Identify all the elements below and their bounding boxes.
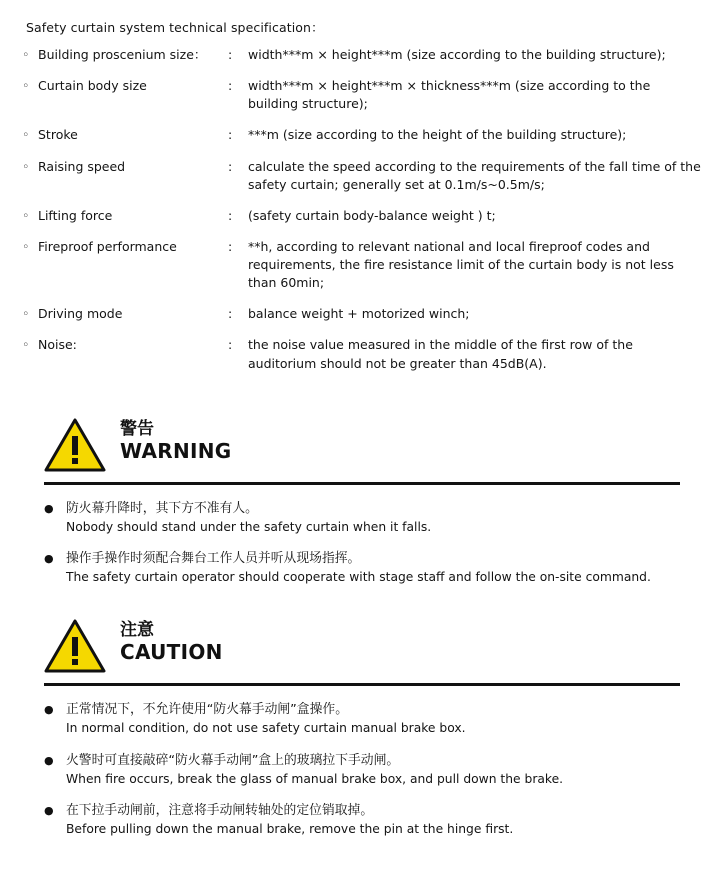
warning-label-cn: 警告 [120, 418, 154, 439]
caution-section [22, 619, 702, 839]
spec-desc: the noise value measured in the middle of the first row of the auditorium should not be greater than 45dB(A). [248, 337, 633, 371]
list-item [22, 751, 702, 789]
spec-term: Raising speed [38, 158, 126, 174]
spec-term: Curtain body size [38, 78, 147, 94]
warning-item-en: Nobody should stand under the safety curtain when it falls. [66, 519, 432, 534]
spec-term: Driving mode [38, 306, 123, 322]
caution-item-text [66, 700, 466, 738]
caution-item-cn: 正常情况下，不允许使用“防火幕手动闸”盒操作。 [66, 701, 348, 717]
list-item [22, 700, 702, 738]
spec-desc: balance weight + motorized winch; [248, 306, 470, 322]
table-row [22, 158, 702, 207]
spec-bullet: ◦ [22, 337, 30, 353]
spec-bullet: ◦ [22, 78, 30, 94]
spec-colon: : [228, 158, 233, 174]
warning-section [22, 418, 702, 587]
warning-triangle-svg [44, 418, 106, 472]
spec-term: Noise: [38, 337, 77, 353]
spec-colon: : [228, 238, 233, 254]
spec-bullet: ◦ [22, 127, 30, 143]
spec-colon: : [228, 127, 233, 143]
caution-item-cn: 在下拉手动闸前，注意将手动闸转轴处的定位销取掉。 [66, 803, 374, 819]
caution-item-en: When fire occurs, break the glass of manual brake box, and pull down the brake. [66, 771, 564, 786]
table-row [22, 126, 702, 157]
warning-item-list [22, 499, 702, 587]
spec-term: Fireproof performance [38, 238, 177, 254]
table-row [22, 207, 702, 238]
spec-colon: : [228, 47, 233, 62]
table-row [22, 305, 702, 336]
warning-divider [44, 482, 680, 485]
spec-bullet: ◦ [22, 158, 30, 174]
spec-desc: ***m (size according to the height of the building structure); [248, 127, 627, 143]
warning-labels [120, 418, 231, 464]
caution-labels [120, 619, 223, 665]
bullet-icon: ● [44, 552, 54, 566]
bullet-icon: ● [44, 753, 54, 767]
list-item [22, 801, 702, 839]
spec-desc: calculate the speed according to the requirements of the fall time of the safety curtain; generally set at 0.1m/s~0.5m/s; [248, 158, 701, 192]
warning-item-text [66, 499, 431, 537]
caution-label-en: CAUTION [120, 640, 223, 665]
caution-label-cn: 注意 [120, 619, 154, 640]
table-row [22, 336, 702, 385]
spec-bullet: ◦ [22, 207, 30, 223]
caution-item-text [66, 801, 513, 839]
caution-triangle-svg [44, 619, 106, 673]
spec-colon: : [228, 337, 233, 353]
caution-item-cn: 火警时可直接敲碎“防火幕手动闸”盒上的玻璃拉下手动闸。 [66, 752, 400, 768]
table-row [22, 77, 702, 126]
spec-desc: width***m × height***m × thickness***m (size according to the building structure); [248, 78, 651, 112]
spec-desc: **h, according to relevant national and local fireproof codes and requirements, the fire resistance limit of the curtain body is not less than 60min; [248, 238, 674, 291]
caution-item-list [22, 700, 702, 839]
table-row [22, 238, 702, 305]
warning-triangle-icon [44, 418, 106, 474]
list-item [22, 549, 702, 587]
warning-label-en: WARNING [120, 439, 232, 464]
bullet-icon: ● [44, 702, 54, 716]
spec-bullet: ◦ [22, 306, 30, 322]
spec-colon: : [228, 207, 233, 223]
warning-item-cn: 防火幕升降时，其下方不准有人。 [66, 500, 258, 516]
spec-colon: : [228, 78, 233, 94]
bullet-icon: ● [44, 501, 54, 515]
caution-item-text [66, 751, 563, 789]
warning-item-text [66, 549, 651, 587]
caution-header [22, 619, 702, 675]
warning-item-cn: 操作手操作时须配合舞台工作人员并听从现场指挥。 [66, 551, 361, 567]
spec-colon: : [228, 306, 233, 322]
spec-term: Lifting force [38, 207, 113, 223]
spec-term: Stroke [38, 127, 78, 143]
spec-desc: width***m × height***m (size according to the building structure); [248, 47, 666, 62]
spec-table [22, 46, 702, 386]
caution-item-en: Before pulling down the manual brake, remove the pin at the hinge first. [66, 822, 514, 837]
warning-item-en: The safety curtain operator should cooperate with stage staff and follow the on-site command. [66, 570, 651, 585]
warning-header [22, 418, 702, 474]
caution-divider [44, 683, 680, 686]
caution-item-en: In normal condition, do not use safety curtain manual brake box. [66, 721, 466, 736]
table-row [22, 46, 702, 77]
list-item [22, 499, 702, 537]
spec-bullet: ◦ [22, 238, 30, 254]
spec-title: Safety curtain system technical specification： [26, 20, 324, 35]
caution-triangle-icon [44, 619, 106, 675]
spec-bullet: ◦ [22, 47, 30, 62]
spec-desc: (safety curtain body-balance weight ) t; [248, 207, 496, 223]
bullet-icon: ● [44, 804, 54, 818]
spec-term: Building proscenium size： [38, 47, 207, 62]
